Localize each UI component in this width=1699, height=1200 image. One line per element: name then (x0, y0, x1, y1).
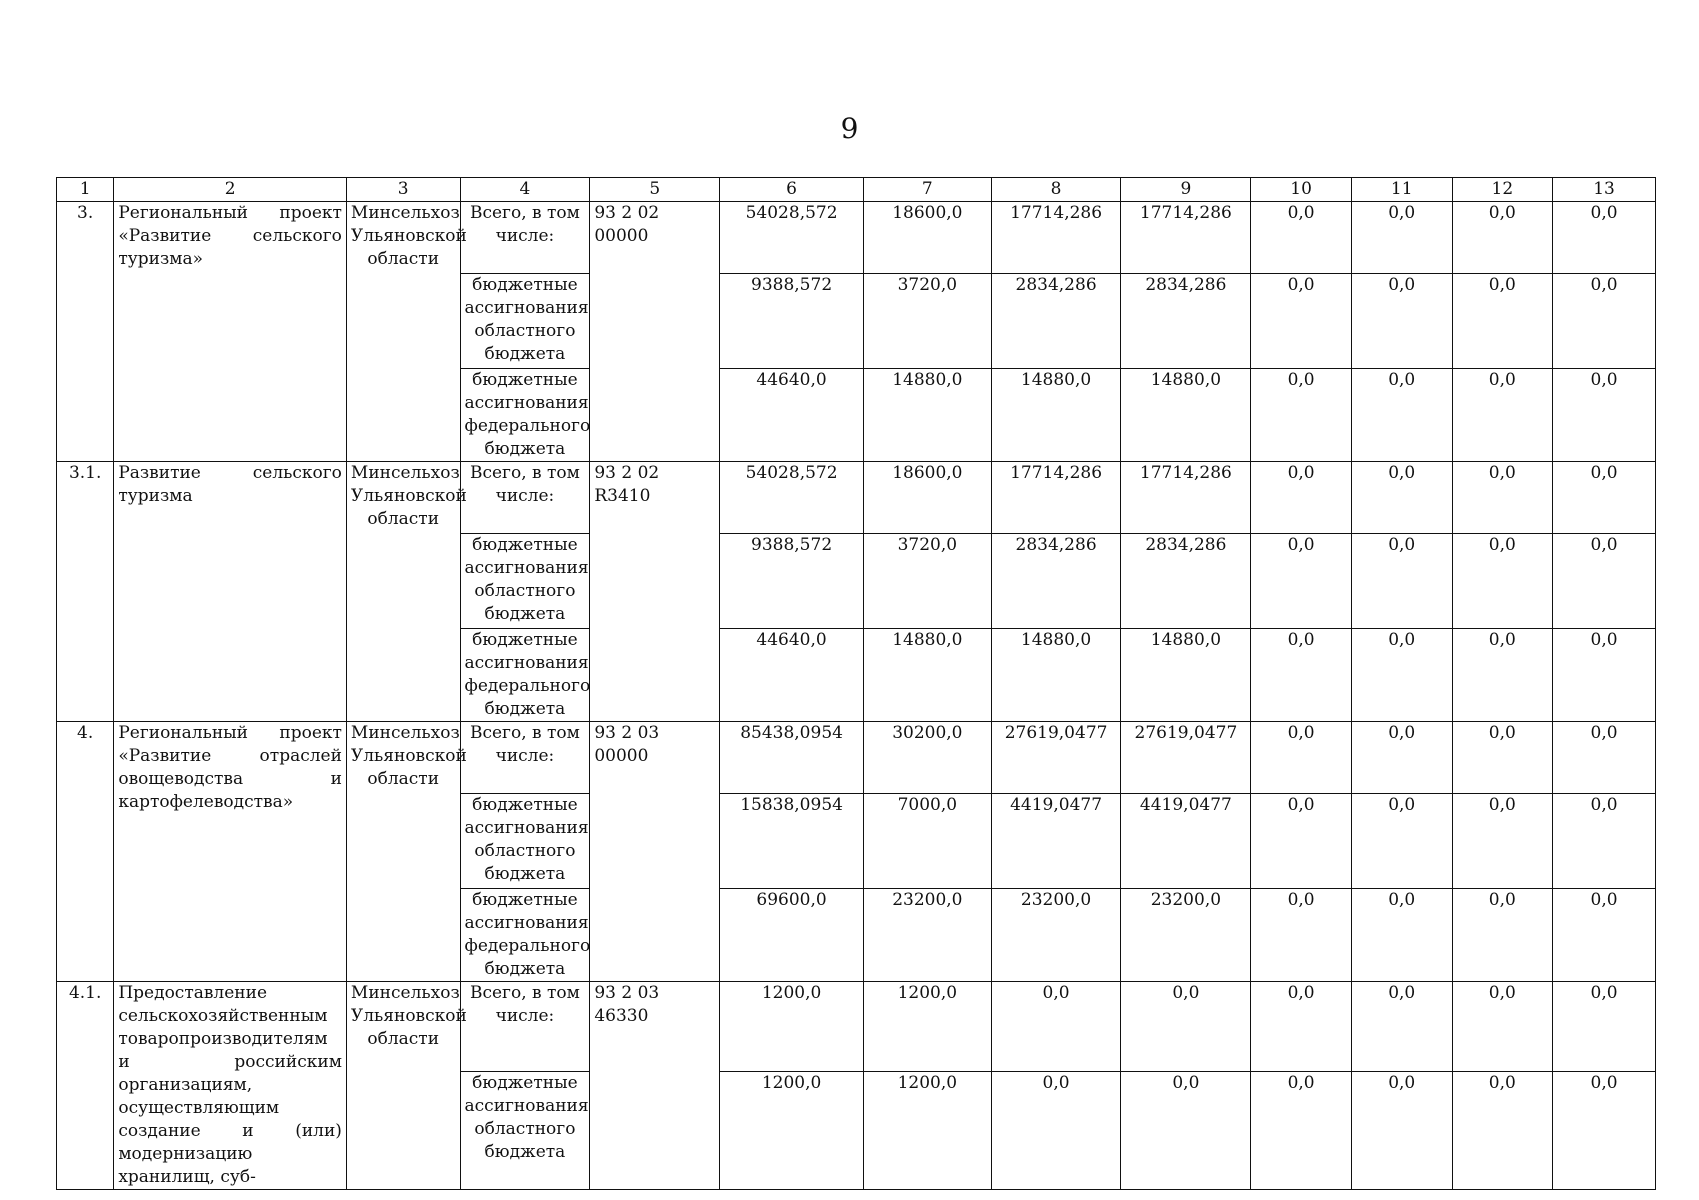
column-number: 2 (114, 178, 347, 202)
column-number: 11 (1351, 178, 1452, 202)
column-number: 3 (346, 178, 460, 202)
column-number: 9 (1121, 178, 1251, 202)
amount-cell: 2834,286 (1121, 534, 1251, 629)
amount-cell: 9388,572 (720, 274, 864, 369)
amount-cell: 14880,0 (1121, 629, 1251, 722)
column-number: 6 (720, 178, 864, 202)
row-number: 4. (57, 722, 114, 982)
amount-cell: 0,0 (991, 1071, 1121, 1189)
amount-cell: 17714,286 (991, 202, 1121, 274)
amount-cell: 17714,286 (1121, 462, 1251, 534)
amount-cell: 0,0 (1452, 982, 1553, 1072)
table-row (57, 722, 1656, 794)
amount-cell: 0,0 (1452, 369, 1553, 462)
funding-source: бюджетные ассигнования областного бюджета (460, 274, 590, 369)
amount-cell: 0,0 (1351, 629, 1452, 722)
amount-cell: 1200,0 (864, 982, 992, 1072)
amount-cell: 0,0 (1351, 982, 1452, 1072)
amount-cell: 23200,0 (991, 889, 1121, 982)
funding-source: бюджетные ассигнования федерального бюджета (460, 629, 590, 722)
page-number: 9 (840, 112, 859, 145)
amount-cell: 4419,0477 (991, 794, 1121, 889)
column-number-row (57, 178, 1656, 202)
amount-cell: 0,0 (1553, 534, 1656, 629)
budget-code: 93 2 03 46330 (590, 982, 720, 1190)
row-name: Развитие сельского туризма (114, 462, 347, 722)
amount-cell: 0,0 (1452, 722, 1553, 794)
amount-cell: 54028,572 (720, 202, 864, 274)
funding-source: бюджетные ассигнования областного бюджета (460, 1071, 590, 1189)
row-name: Региональный проект «Развитие отраслей овощеводства и картофелеводства» (114, 722, 347, 982)
amount-cell: 0,0 (1251, 202, 1352, 274)
amount-cell: 4419,0477 (1121, 794, 1251, 889)
amount-cell: 44640,0 (720, 369, 864, 462)
amount-cell: 7000,0 (864, 794, 992, 889)
amount-cell: 17714,286 (1121, 202, 1251, 274)
amount-cell: 0,0 (1553, 462, 1656, 534)
table-body (57, 202, 1656, 1190)
table-row (57, 202, 1656, 274)
amount-cell: 0,0 (1351, 274, 1452, 369)
amount-cell: 0,0 (1553, 629, 1656, 722)
amount-cell: 23200,0 (1121, 889, 1251, 982)
funding-source: бюджетные ассигнования федерального бюджета (460, 889, 590, 982)
amount-cell: 44640,0 (720, 629, 864, 722)
column-number: 5 (590, 178, 720, 202)
amount-cell: 2834,286 (991, 534, 1121, 629)
amount-cell: 0,0 (1351, 722, 1452, 794)
amount-cell: 0,0 (1351, 794, 1452, 889)
amount-cell: 0,0 (1452, 794, 1553, 889)
funding-source: бюджетные ассигнования федерального бюджета (460, 369, 590, 462)
amount-cell: 54028,572 (720, 462, 864, 534)
amount-cell: 0,0 (1251, 629, 1352, 722)
amount-cell: 0,0 (1553, 1071, 1656, 1189)
amount-cell: 0,0 (1351, 462, 1452, 534)
column-number: 13 (1553, 178, 1656, 202)
amount-cell: 0,0 (1251, 889, 1352, 982)
amount-cell: 0,0 (1553, 202, 1656, 274)
amount-cell: 27619,0477 (1121, 722, 1251, 794)
row-executor: Минсельхоз Ульяновской области (346, 982, 460, 1190)
amount-cell: 0,0 (1452, 889, 1553, 982)
amount-cell: 0,0 (1553, 722, 1656, 794)
amount-cell: 0,0 (1553, 274, 1656, 369)
budget-table (56, 177, 1656, 1190)
column-number: 12 (1452, 178, 1553, 202)
amount-cell: 14880,0 (991, 369, 1121, 462)
amount-cell: 0,0 (1351, 1071, 1452, 1189)
row-name: Предоставление сельскохозяйственным товаропроизводителям и российским организациям, осуществляющим создание и (или) модернизацию хранилищ, суб- (114, 982, 347, 1190)
amount-cell: 23200,0 (864, 889, 992, 982)
amount-cell: 69600,0 (720, 889, 864, 982)
amount-cell: 0,0 (1251, 534, 1352, 629)
amount-cell: 0,0 (1452, 629, 1553, 722)
amount-cell: 0,0 (1553, 794, 1656, 889)
row-number: 3.1. (57, 462, 114, 722)
amount-cell: 1200,0 (720, 1071, 864, 1189)
amount-cell: 1200,0 (864, 1071, 992, 1189)
funding-source: бюджетные ассигнования областного бюджета (460, 534, 590, 629)
budget-code: 93 2 02 R3410 (590, 462, 720, 722)
amount-cell: 0,0 (1351, 202, 1452, 274)
amount-cell: 0,0 (1553, 982, 1656, 1072)
amount-cell: 1200,0 (720, 982, 864, 1072)
row-executor: Минсельхоз Ульяновской области (346, 202, 460, 462)
row-number: 3. (57, 202, 114, 462)
amount-cell: 14880,0 (864, 629, 992, 722)
amount-cell: 0,0 (1251, 722, 1352, 794)
amount-cell: 18600,0 (864, 202, 992, 274)
funding-source: бюджетные ассигнования областного бюджета (460, 794, 590, 889)
budget-code: 93 2 02 00000 (590, 202, 720, 462)
amount-cell: 14880,0 (991, 629, 1121, 722)
amount-cell: 0,0 (1351, 534, 1452, 629)
row-name: Региональный проект «Развитие сельского туризма» (114, 202, 347, 462)
amount-cell: 0,0 (1351, 369, 1452, 462)
amount-cell: 0,0 (1251, 369, 1352, 462)
amount-cell: 0,0 (991, 982, 1121, 1072)
column-number: 7 (864, 178, 992, 202)
row-number: 4.1. (57, 982, 114, 1190)
amount-cell: 0,0 (1452, 202, 1553, 274)
amount-cell: 0,0 (1251, 1071, 1352, 1189)
amount-cell: 0,0 (1351, 889, 1452, 982)
funding-source: Всего, в том числе: (460, 982, 590, 1072)
amount-cell: 18600,0 (864, 462, 992, 534)
funding-source: Всего, в том числе: (460, 202, 590, 274)
amount-cell: 14880,0 (1121, 369, 1251, 462)
amount-cell: 0,0 (1452, 534, 1553, 629)
row-executor: Минсельхоз Ульяновской области (346, 722, 460, 982)
amount-cell: 0,0 (1452, 274, 1553, 369)
amount-cell: 0,0 (1121, 1071, 1251, 1189)
amount-cell: 9388,572 (720, 534, 864, 629)
table-row (57, 982, 1656, 1072)
column-number: 1 (57, 178, 114, 202)
amount-cell: 27619,0477 (991, 722, 1121, 794)
amount-cell: 0,0 (1121, 982, 1251, 1072)
amount-cell: 0,0 (1553, 889, 1656, 982)
amount-cell: 2834,286 (991, 274, 1121, 369)
amount-cell: 0,0 (1553, 369, 1656, 462)
amount-cell: 15838,0954 (720, 794, 864, 889)
amount-cell: 30200,0 (864, 722, 992, 794)
amount-cell: 0,0 (1251, 794, 1352, 889)
budget-code: 93 2 03 00000 (590, 722, 720, 982)
amount-cell: 14880,0 (864, 369, 992, 462)
amount-cell: 0,0 (1452, 462, 1553, 534)
amount-cell: 2834,286 (1121, 274, 1251, 369)
amount-cell: 3720,0 (864, 534, 992, 629)
amount-cell: 0,0 (1452, 1071, 1553, 1189)
row-executor: Минсельхоз Ульяновской области (346, 462, 460, 722)
column-number: 10 (1251, 178, 1352, 202)
funding-source: Всего, в том числе: (460, 722, 590, 794)
table-row (57, 462, 1656, 534)
amount-cell: 85438,0954 (720, 722, 864, 794)
column-number: 4 (460, 178, 590, 202)
amount-cell: 3720,0 (864, 274, 992, 369)
amount-cell: 17714,286 (991, 462, 1121, 534)
funding-source: Всего, в том числе: (460, 462, 590, 534)
amount-cell: 0,0 (1251, 462, 1352, 534)
amount-cell: 0,0 (1251, 982, 1352, 1072)
amount-cell: 0,0 (1251, 274, 1352, 369)
column-number: 8 (991, 178, 1121, 202)
